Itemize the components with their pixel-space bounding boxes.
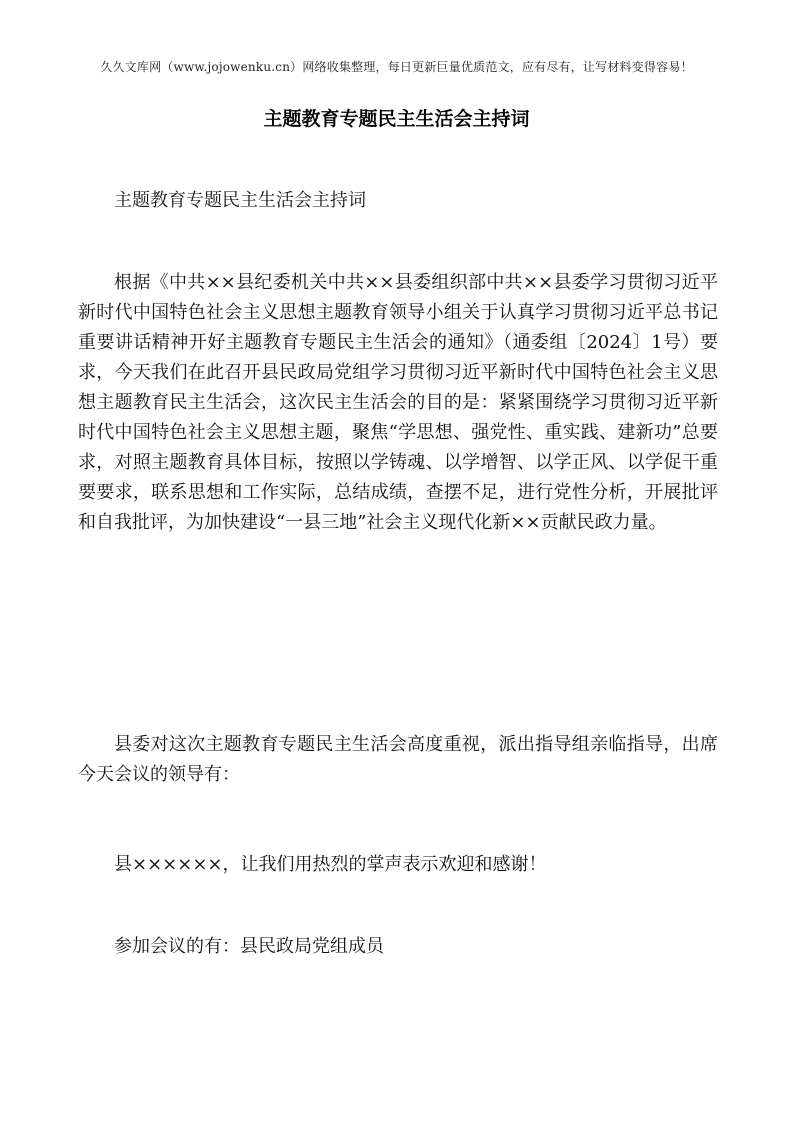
paragraph-purpose: 根据《中共××县纪委机关中共××县委组织部中共××县委学习贯彻习近平新时代中国特色社会主义思想主题教育领导小组关于认真学习贯彻习近平总书记重要讲话精神开好主题教育专题民主生活会的通知》（通委组〔2024〕1号）要求，今天我们在此召开县民政局党组学习贯彻习近平新时代中国特色社会主义思想主题教育民主生活会，这次民主生活会的目的是：紧紧围绕学习贯彻习近平新时代中国特色社会主义思想主题，聚焦“学思想、强党性、重实践、建新功”总要求，对照主题教育具体目标，按照以学铸魂、以学增智、以学正风、以学促干重要要求，联系思想和工作实际，总结成绩，查摆不足，进行党性分析，开展批评和自我批评，为加快建设“一县三地”社会主义现代化新××贡献民政力量。 [78, 272, 718, 533]
document-title: 主题教育专题民主生活会主持词 [263, 108, 530, 130]
paragraph-subtitle: 主题教育专题民主生活会主持词 [114, 190, 366, 211]
paragraph-attendees: 参加会议的有：县民政局党组成员 [114, 936, 384, 957]
page-header: 久久文库网（www.jojowenku.cn）网络收集整理，每日更新巨量优质范文，应有尽有，让写材料变得容易！ [100, 60, 693, 74]
paragraph-leaders-intro: 县委对这次主题教育专题民主生活会高度重视，派出指导组亲临指导，出席今天会议的领导有： [78, 734, 718, 785]
paragraph-welcome: 县××××××，让我们用热烈的掌声表示欢迎和感谢！ [114, 854, 547, 875]
